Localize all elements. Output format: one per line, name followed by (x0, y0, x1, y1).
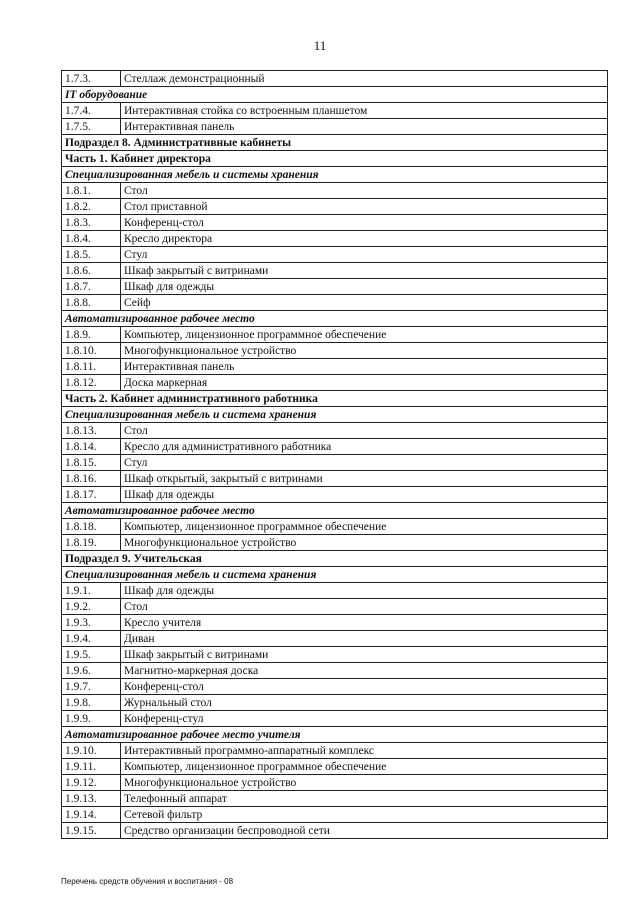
item-code: 1.9.4. (62, 631, 121, 647)
item-name: Стол (121, 183, 608, 199)
item-code: 1.8.13. (62, 423, 121, 439)
table-row (62, 199, 608, 215)
subsection-heading: Автоматизированное рабочее место (62, 311, 608, 327)
item-code: 1.8.15. (62, 455, 121, 471)
item-name: Стул (121, 455, 608, 471)
item-name: Доска маркерная (121, 375, 608, 391)
item-code: 1.8.19. (62, 535, 121, 551)
table-row (62, 695, 608, 711)
item-name: Магнитно-маркерная доска (121, 663, 608, 679)
subsection-heading: Специализированная мебель и система хранения (62, 407, 608, 423)
table-row (62, 823, 608, 839)
table-row (62, 295, 608, 311)
item-name: Многофункциональное устройство (121, 343, 608, 359)
table-row (62, 759, 608, 775)
section-heading-row (62, 391, 608, 407)
item-name: Журнальный стол (121, 695, 608, 711)
item-name: Кресло для административного работника (121, 439, 608, 455)
item-code: 1.8.7. (62, 279, 121, 295)
subsection-heading: IT оборудование (62, 87, 608, 103)
item-code: 1.8.2. (62, 199, 121, 215)
item-code: 1.8.4. (62, 231, 121, 247)
table-row (62, 455, 608, 471)
item-name: Телефонный аппарат (121, 791, 608, 807)
item-code: 1.9.2. (62, 599, 121, 615)
section-heading-row (62, 551, 608, 567)
item-code: 1.9.5. (62, 647, 121, 663)
item-code: 1.7.3. (62, 71, 121, 87)
item-code: 1.8.6. (62, 263, 121, 279)
item-name: Многофункциональное устройство (121, 775, 608, 791)
section-heading: Подраздел 9. Учительская (62, 551, 608, 567)
table-row (62, 343, 608, 359)
section-heading-row (62, 135, 608, 151)
item-code: 1.9.3. (62, 615, 121, 631)
item-name: Интерактивная панель (121, 119, 608, 135)
table-row (62, 375, 608, 391)
item-name: Шкаф для одежды (121, 487, 608, 503)
item-name: Шкаф закрытый с витринами (121, 647, 608, 663)
subsection-heading-row (62, 727, 608, 743)
item-code: 1.8.17. (62, 487, 121, 503)
table-row (62, 791, 608, 807)
item-name: Интерактивный программно-аппаратный комплекс (121, 743, 608, 759)
item-name: Стол (121, 599, 608, 615)
item-code: 1.9.15. (62, 823, 121, 839)
item-code: 1.8.3. (62, 215, 121, 231)
section-heading: Подраздел 8. Административные кабинеты (62, 135, 608, 151)
item-name: Конференц-стол (121, 215, 608, 231)
table-row (62, 679, 608, 695)
item-code: 1.8.8. (62, 295, 121, 311)
table-row (62, 215, 608, 231)
item-name: Кресло директора (121, 231, 608, 247)
item-name: Диван (121, 631, 608, 647)
subsection-heading: Специализированная мебель и системы хранения (62, 167, 608, 183)
subsection-heading-row (62, 311, 608, 327)
table-row (62, 647, 608, 663)
item-name: Стеллаж демонстрационный (121, 71, 608, 87)
table-row (62, 327, 608, 343)
item-name: Многофункциональное устройство (121, 535, 608, 551)
subsection-heading: Автоматизированное рабочее место учителя (62, 727, 608, 743)
table-row (62, 359, 608, 375)
table-row (62, 583, 608, 599)
item-code: 1.9.7. (62, 679, 121, 695)
page-number: 11 (313, 38, 327, 53)
table-row (62, 423, 608, 439)
item-name: Сетевой фильтр (121, 807, 608, 823)
table-row (62, 775, 608, 791)
item-name: Компьютер, лицензионное программное обеспечение (121, 759, 608, 775)
item-code: 1.8.18. (62, 519, 121, 535)
table-row (62, 471, 608, 487)
item-code: 1.8.9. (62, 327, 121, 343)
section-heading: Часть 1. Кабинет директора (62, 151, 608, 167)
subsection-heading-row (62, 407, 608, 423)
item-code: 1.8.16. (62, 471, 121, 487)
item-name: Шкаф открытый, закрытый с витринами (121, 471, 608, 487)
item-name: Компьютер, лицензионное программное обеспечение (121, 519, 608, 535)
page-footer: Перечень средств обучения и воспитания - 08 (61, 877, 234, 886)
table-row (62, 247, 608, 263)
item-name: Компьютер, лицензионное программное обеспечение (121, 327, 608, 343)
item-code: 1.8.10. (62, 343, 121, 359)
subsection-heading: Специализированная мебель и система хранения (62, 567, 608, 583)
item-code: 1.8.5. (62, 247, 121, 263)
item-code: 1.7.5. (62, 119, 121, 135)
item-name: Интерактивная стойка со встроенным планшетом (121, 103, 608, 119)
table-row (62, 71, 608, 87)
item-code: 1.7.4. (62, 103, 121, 119)
item-name: Кресло учителя (121, 615, 608, 631)
item-code: 1.9.6. (62, 663, 121, 679)
table-row (62, 183, 608, 199)
equipment-table (61, 70, 608, 839)
table-row (62, 519, 608, 535)
table-row (62, 279, 608, 295)
item-name: Стол (121, 423, 608, 439)
item-code: 1.9.11. (62, 759, 121, 775)
item-name: Конференц-стул (121, 711, 608, 727)
item-name: Шкаф для одежды (121, 583, 608, 599)
item-code: 1.9.12. (62, 775, 121, 791)
table-row (62, 231, 608, 247)
item-name: Средство организации беспроводной сети (121, 823, 608, 839)
item-name: Стул (121, 247, 608, 263)
table-row (62, 535, 608, 551)
item-code: 1.8.1. (62, 183, 121, 199)
subsection-heading: Автоматизированное рабочее место (62, 503, 608, 519)
subsection-heading-row (62, 167, 608, 183)
item-name: Шкаф для одежды (121, 279, 608, 295)
subsection-heading-row (62, 87, 608, 103)
table-row (62, 631, 608, 647)
table-row (62, 263, 608, 279)
item-code: 1.8.11. (62, 359, 121, 375)
item-code: 1.9.1. (62, 583, 121, 599)
table-row (62, 119, 608, 135)
subsection-heading-row (62, 503, 608, 519)
item-name: Шкаф закрытый с витринами (121, 263, 608, 279)
item-name: Интерактивная панель (121, 359, 608, 375)
item-code: 1.9.8. (62, 695, 121, 711)
table-row (62, 103, 608, 119)
item-name: Сейф (121, 295, 608, 311)
item-name: Стол приставной (121, 199, 608, 215)
table-row (62, 743, 608, 759)
subsection-heading-row (62, 567, 608, 583)
item-name: Конференц-стол (121, 679, 608, 695)
table-row (62, 599, 608, 615)
item-code: 1.9.14. (62, 807, 121, 823)
table-row (62, 439, 608, 455)
section-heading: Часть 2. Кабинет административного работника (62, 391, 608, 407)
section-heading-row (62, 151, 608, 167)
table-body (62, 71, 608, 839)
table-row (62, 487, 608, 503)
table-row (62, 807, 608, 823)
table-row (62, 711, 608, 727)
item-code: 1.9.10. (62, 743, 121, 759)
table-row (62, 615, 608, 631)
item-code: 1.8.14. (62, 439, 121, 455)
item-code: 1.8.12. (62, 375, 121, 391)
item-code: 1.9.9. (62, 711, 121, 727)
table-row (62, 663, 608, 679)
item-code: 1.9.13. (62, 791, 121, 807)
